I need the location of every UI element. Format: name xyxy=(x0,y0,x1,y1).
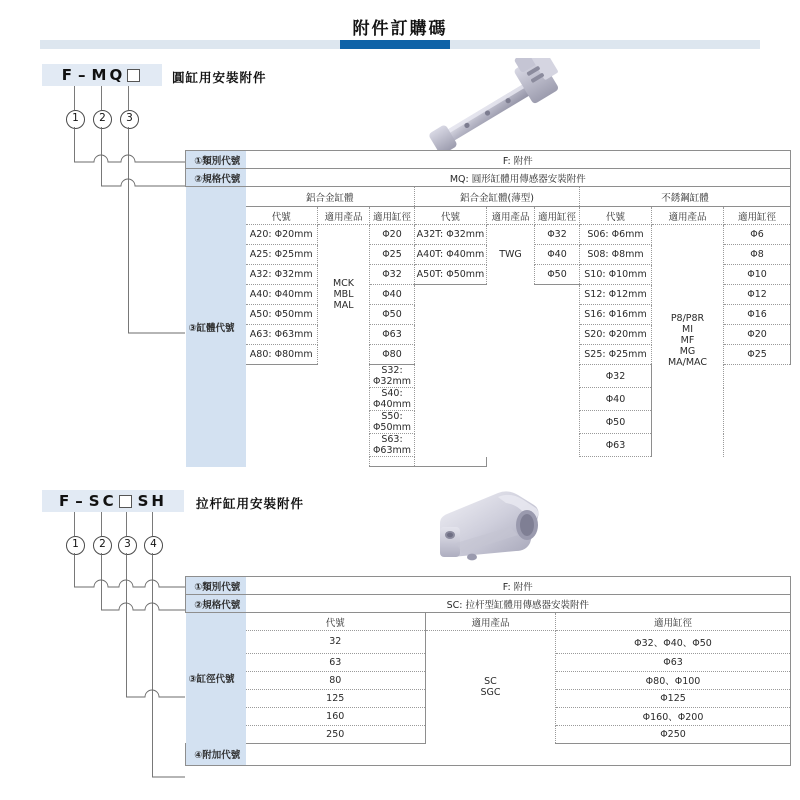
table-cell: Φ32 xyxy=(370,265,415,285)
table-cell: Φ63 xyxy=(370,325,415,345)
section1-code-placeholder-box xyxy=(127,69,140,82)
table-cell: Φ63 xyxy=(556,653,791,671)
section1-table xyxy=(185,150,791,467)
section2-code-dash: – xyxy=(75,492,86,510)
table-cell: Φ40 xyxy=(535,245,580,265)
section2-row1-label: ①類別代號 xyxy=(186,577,246,595)
table-cell: Φ8 xyxy=(724,245,791,265)
section1-group-1-header-code: 代號 xyxy=(415,207,487,225)
section1-group-2-product: P8/P8R MI MF MG MA/MAC xyxy=(652,225,724,457)
section1-group-0-header-bore: 適用缸徑 xyxy=(370,207,415,225)
table-cell: Φ25 xyxy=(370,245,415,265)
section2-code-suffix: SH xyxy=(137,492,167,510)
section1-group-2-header-code: 代號 xyxy=(580,207,652,225)
section1-group-2-tail-right xyxy=(415,457,487,467)
section1-group-2-header-product: 適用產品 xyxy=(652,207,724,225)
table-cell: S63: Φ63mm xyxy=(370,434,415,457)
section1-group-1-name: 鋁合金缸體(薄型) xyxy=(415,187,580,207)
section1-row1-label: ①類別代號 xyxy=(186,151,246,169)
table-cell: S50: Φ50mm xyxy=(370,411,415,434)
table-cell: S40: Φ40mm xyxy=(370,388,415,411)
section1-group-0-header-code: 代號 xyxy=(246,207,318,225)
table-cell: A50: Φ50mm xyxy=(246,305,318,325)
table-cell: Φ80、Φ100 xyxy=(556,671,791,689)
section2-product: SC SGC xyxy=(426,631,556,744)
header-band-accent xyxy=(340,40,450,49)
table-cell: 160 xyxy=(246,707,426,725)
table-cell: Φ32 xyxy=(580,365,652,388)
table-cell: Φ50 xyxy=(580,411,652,434)
section1-marker-2: 2 xyxy=(93,110,112,129)
table-cell: Φ12 xyxy=(724,285,791,305)
section1-row3-label: ③缸體代號 xyxy=(186,187,246,467)
table-cell: Φ125 xyxy=(556,689,791,707)
table-cell: Φ50 xyxy=(535,265,580,285)
table-cell: S16: Φ16mm xyxy=(580,305,652,325)
section2-header-bore: 適用缸徑 xyxy=(556,613,791,631)
table-cell: Φ10 xyxy=(724,265,791,285)
section1-code-dash: – xyxy=(78,66,89,84)
table-cell: S20: Φ20mm xyxy=(580,325,652,345)
section2-row2-label: ②規格代號 xyxy=(186,595,246,613)
table-cell: 32 xyxy=(246,631,426,654)
section2-row2-value: SC: 拉杆型缸體用傳感器安裝附件 xyxy=(246,595,791,613)
table-cell: 250 xyxy=(246,725,426,743)
section2-marker-3: 3 xyxy=(118,536,137,555)
section1-group-0-product: MCK MBL MAL xyxy=(318,225,370,365)
section1-code-prefix: F xyxy=(61,66,76,84)
section1-group-2-tail-left xyxy=(370,457,415,467)
table-cell: S12: Φ12mm xyxy=(580,285,652,305)
table-cell: 80 xyxy=(246,671,426,689)
section1-group-1-header-product: 適用產品 xyxy=(487,207,535,225)
section1-group-1-header-bore: 適用缸徑 xyxy=(535,207,580,225)
table-cell: Φ40 xyxy=(370,285,415,305)
table-cell: Φ80 xyxy=(370,345,415,365)
table-cell: Φ50 xyxy=(370,305,415,325)
section1-group-0-name: 鋁合金缸體 xyxy=(246,187,415,207)
section1-row2-value: MQ: 圓形缸體用傳感器安裝附件 xyxy=(246,169,791,187)
section2-header-product: 適用產品 xyxy=(426,613,556,631)
table-cell: Φ250 xyxy=(556,725,791,743)
table-cell: Φ20 xyxy=(724,325,791,345)
table-cell: S32: Φ32mm xyxy=(370,365,415,388)
table-cell: S10: Φ10mm xyxy=(580,265,652,285)
table-cell: A40: Φ40mm xyxy=(246,285,318,305)
table-cell: Φ20 xyxy=(370,225,415,245)
table-cell: S25: Φ25mm xyxy=(580,345,652,365)
section2-marker-4: 4 xyxy=(144,536,163,555)
table-cell: Φ32 xyxy=(535,225,580,245)
section2-marker-2: 2 xyxy=(93,536,112,555)
table-cell: A32: Φ32mm xyxy=(246,265,318,285)
section2-code-mid: SC xyxy=(88,492,117,510)
table-cell: Φ16 xyxy=(724,305,791,325)
section2-marker-1: 1 xyxy=(66,536,85,555)
section2-row4-label: ④附加代號 xyxy=(186,743,246,765)
section1-group-0-header-product: 適用產品 xyxy=(318,207,370,225)
table-cell: Φ32、Φ40、Φ50 xyxy=(556,631,791,654)
section1-group-2-header-bore: 適用缸徑 xyxy=(724,207,791,225)
page-title: 附件訂購碼 xyxy=(352,19,448,39)
section1-group-1-empty-area xyxy=(415,285,580,457)
table-cell: Φ6 xyxy=(724,225,791,245)
section1-code-mid: MQ xyxy=(91,66,126,84)
section1-code-box xyxy=(42,64,162,86)
table-cell: A32T: Φ32mm xyxy=(415,225,487,245)
table-cell: A20: Φ20mm xyxy=(246,225,318,245)
section2-caption: 拉杆缸用安裝附件 xyxy=(196,496,305,511)
section1-row2-label: ②規格代號 xyxy=(186,169,246,187)
table-cell: Φ160、Φ200 xyxy=(556,707,791,725)
section1-row1-value: F: 附件 xyxy=(246,151,791,169)
table-cell: A25: Φ25mm xyxy=(246,245,318,265)
table-cell: S08: Φ8mm xyxy=(580,245,652,265)
section1-marker-1: 1 xyxy=(66,110,85,129)
section1-group-1-product: TWG xyxy=(487,225,535,285)
section2-row3-label: ③缸徑代號 xyxy=(186,613,246,744)
section1-caption: 圓缸用安裝附件 xyxy=(172,70,267,85)
section2-code-box xyxy=(42,490,184,512)
table-cell: A40T: Φ40mm xyxy=(415,245,487,265)
tie-rod-cylinder-bracket-photo xyxy=(420,483,550,575)
table-cell: S06: Φ6mm xyxy=(580,225,652,245)
table-cell: Φ40 xyxy=(580,388,652,411)
section2-row4-value xyxy=(246,743,791,765)
section1-marker-3: 3 xyxy=(120,110,139,129)
table-cell: A63: Φ63mm xyxy=(246,325,318,345)
section2-code-placeholder-box xyxy=(119,495,132,508)
table-cell: Φ63 xyxy=(580,434,652,457)
section1-group-2-name: 不銹鋼缸體 xyxy=(580,187,791,207)
round-cylinder-bracket-photo xyxy=(410,58,580,153)
section2-code-prefix: F xyxy=(59,492,73,510)
section2-table xyxy=(185,576,791,766)
table-cell: 125 xyxy=(246,689,426,707)
table-cell: 63 xyxy=(246,653,426,671)
table-cell: A50T: Φ50mm xyxy=(415,265,487,285)
section1-group-0-empty-area xyxy=(246,365,370,467)
section2-row1-value: F: 附件 xyxy=(246,577,791,595)
section2-header-code: 代號 xyxy=(246,613,426,631)
table-cell: Φ25 xyxy=(724,345,791,365)
table-cell: A80: Φ80mm xyxy=(246,345,318,365)
